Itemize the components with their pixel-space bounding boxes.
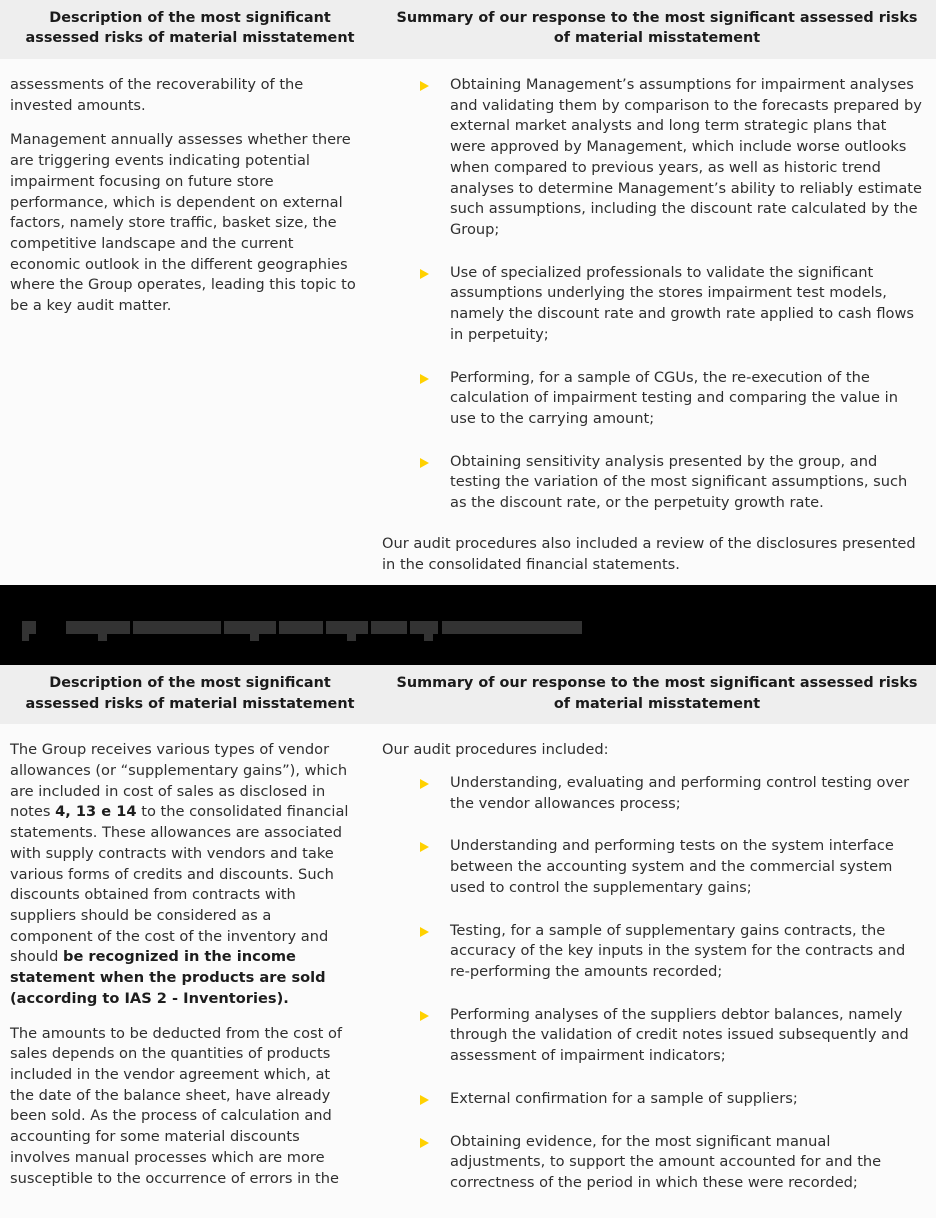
triangle-bullet-icon bbox=[420, 927, 429, 937]
triangle-bullet-icon bbox=[420, 374, 429, 384]
list-item bbox=[382, 75, 924, 241]
redacted-text-blocks bbox=[22, 621, 582, 643]
table-row-section-two bbox=[0, 724, 936, 1204]
cell-response-section-one bbox=[380, 59, 936, 585]
list-item-text: External confirmation for a sample of suppliers; bbox=[450, 1089, 798, 1107]
paragraph-text-part-b: to the consolidated financial statements. These allowances are associated with supply contracts with vendors and take various forms of credits and discounts. Such discounts obtained from contracts with suppliers should be considered as a component of the cost of the inventory and should bbox=[10, 803, 349, 966]
list-item-text: Obtaining Management’s assumptions for impairment analyses and validating them by comparison to the forecasts prepared by external market analysts and long term strategic plans that were approved by Management, which include worse outlooks when compared to previous years, as well as historic trend analyses to determine Management’s ability to reliably estimate such assumptions, including the discount rate calculated by the Group; bbox=[450, 75, 922, 238]
paragraph: Management annually assesses whether there are triggering events indicating potential impairment focusing on future store performance, which is dependent on external factors, namely store traffic, basket size, the competitive landscape and the current economic outlook in the different geographies where the Group operates, leading this topic to be a key audit matter. bbox=[10, 131, 356, 315]
cell-description-section-one bbox=[0, 59, 380, 327]
list-item-text: Obtaining evidence, for the most significant manual adjustments, to support the amount accounted for and the correctness of the period in which these were recorded; bbox=[450, 1132, 882, 1191]
cell-description-section-two bbox=[0, 724, 380, 1199]
redacted-word-block bbox=[279, 621, 323, 634]
list-item bbox=[382, 921, 924, 983]
closing-paragraph: Our audit procedures also included a review of the disclosures presented in the consolidated financial statements. bbox=[382, 534, 916, 573]
redacted-section-banner bbox=[0, 585, 936, 665]
list-item bbox=[382, 452, 924, 514]
triangle-bullet-icon bbox=[420, 1138, 429, 1148]
list-item bbox=[382, 1132, 924, 1194]
paragraph-text-part-a: The Group receives various types of vendor allowances (or “supplementary gains”), which are included in cost of sales as disclosed in notes bbox=[10, 741, 348, 821]
triangle-bullet-icon bbox=[420, 269, 429, 279]
notes-reference: 4, 13 e 14 bbox=[55, 803, 137, 821]
redacted-word-block bbox=[326, 621, 368, 634]
column-header-summary: Summary of our response to the most significant assessed risks of material misstatement bbox=[396, 10, 918, 47]
table-row-section-one bbox=[0, 59, 936, 585]
paragraph-bold-tail: be recognized in the income statement when the products are sold (according to IAS 2 - Inventories). bbox=[10, 948, 326, 1007]
list-item-text: Testing, for a sample of supplementary gains contracts, the accuracy of the key inputs in the system for the contracts and re-performing the amounts recorded; bbox=[450, 921, 906, 980]
lead-in-text: Our audit procedures included: bbox=[382, 741, 609, 759]
triangle-bullet-icon bbox=[420, 842, 429, 852]
column-header-description: Description of the most significant assessed risks of material misstatement bbox=[25, 675, 355, 712]
list-item-text: Performing, for a sample of CGUs, the re-execution of the calculation of impairment testing and comparing the value in use to the carrying amount; bbox=[450, 368, 898, 427]
triangle-bullet-icon bbox=[420, 81, 429, 91]
list-item bbox=[382, 263, 924, 346]
redacted-word-block bbox=[371, 621, 407, 634]
list-item-text: Understanding, evaluating and performing control testing over the vendor allowances process; bbox=[450, 773, 910, 812]
column-header-description: Description of the most significant assessed risks of material misstatement bbox=[25, 10, 355, 47]
list-item bbox=[382, 1005, 924, 1067]
paragraph bbox=[10, 740, 358, 1009]
audit-response-bullet-list bbox=[382, 773, 924, 1194]
triangle-bullet-icon bbox=[420, 779, 429, 789]
triangle-bullet-icon bbox=[420, 1011, 429, 1021]
table-header-section-two bbox=[0, 665, 936, 724]
redacted-word-block bbox=[224, 621, 276, 634]
paragraph: The amounts to be deducted from the cost of sales depends on the quantities of products included in the vendor agreement which, at the date of the balance sheet, have already been sold. As the process of calculation and accounting for some material discounts involves manual processes which are more susceptible to the occurrence of errors in the bbox=[10, 1024, 343, 1187]
table-header-section-one bbox=[0, 0, 936, 59]
list-item bbox=[382, 368, 924, 430]
column-header-summary: Summary of our response to the most significant assessed risks of material misstatement bbox=[396, 675, 918, 712]
redacted-word-block bbox=[66, 621, 130, 634]
list-item-text: Performing analyses of the suppliers debtor balances, namely through the validation of credit notes issued subsequently and assessment of impairment indicators; bbox=[450, 1005, 909, 1065]
redacted-word-block bbox=[133, 621, 221, 634]
paragraph: assessments of the recoverability of the invested amounts. bbox=[10, 75, 304, 114]
redacted-word-block bbox=[442, 621, 582, 634]
triangle-bullet-icon bbox=[420, 458, 429, 468]
audit-response-bullet-list bbox=[382, 75, 924, 514]
redacted-number-block bbox=[22, 621, 36, 634]
redacted-word-block bbox=[410, 621, 438, 634]
list-item-text: Obtaining sensitivity analysis presented by the group, and testing the variation of the most significant assumptions, such as the discount rate, or the perpetuity growth rate. bbox=[450, 452, 908, 512]
list-item bbox=[382, 836, 924, 898]
list-item-text: Use of specialized professionals to validate the significant assumptions underlying the stores impairment test models, namely the discount rate and growth rate applied to cash flows in perpetuity; bbox=[450, 263, 914, 343]
list-item-text: Understanding and performing tests on the system interface between the accounting system and the commercial system used to control the supplementary gains; bbox=[450, 837, 894, 896]
list-item bbox=[382, 773, 924, 814]
cell-response-section-two bbox=[380, 724, 936, 1204]
list-item bbox=[382, 1089, 924, 1110]
triangle-bullet-icon bbox=[420, 1095, 429, 1105]
